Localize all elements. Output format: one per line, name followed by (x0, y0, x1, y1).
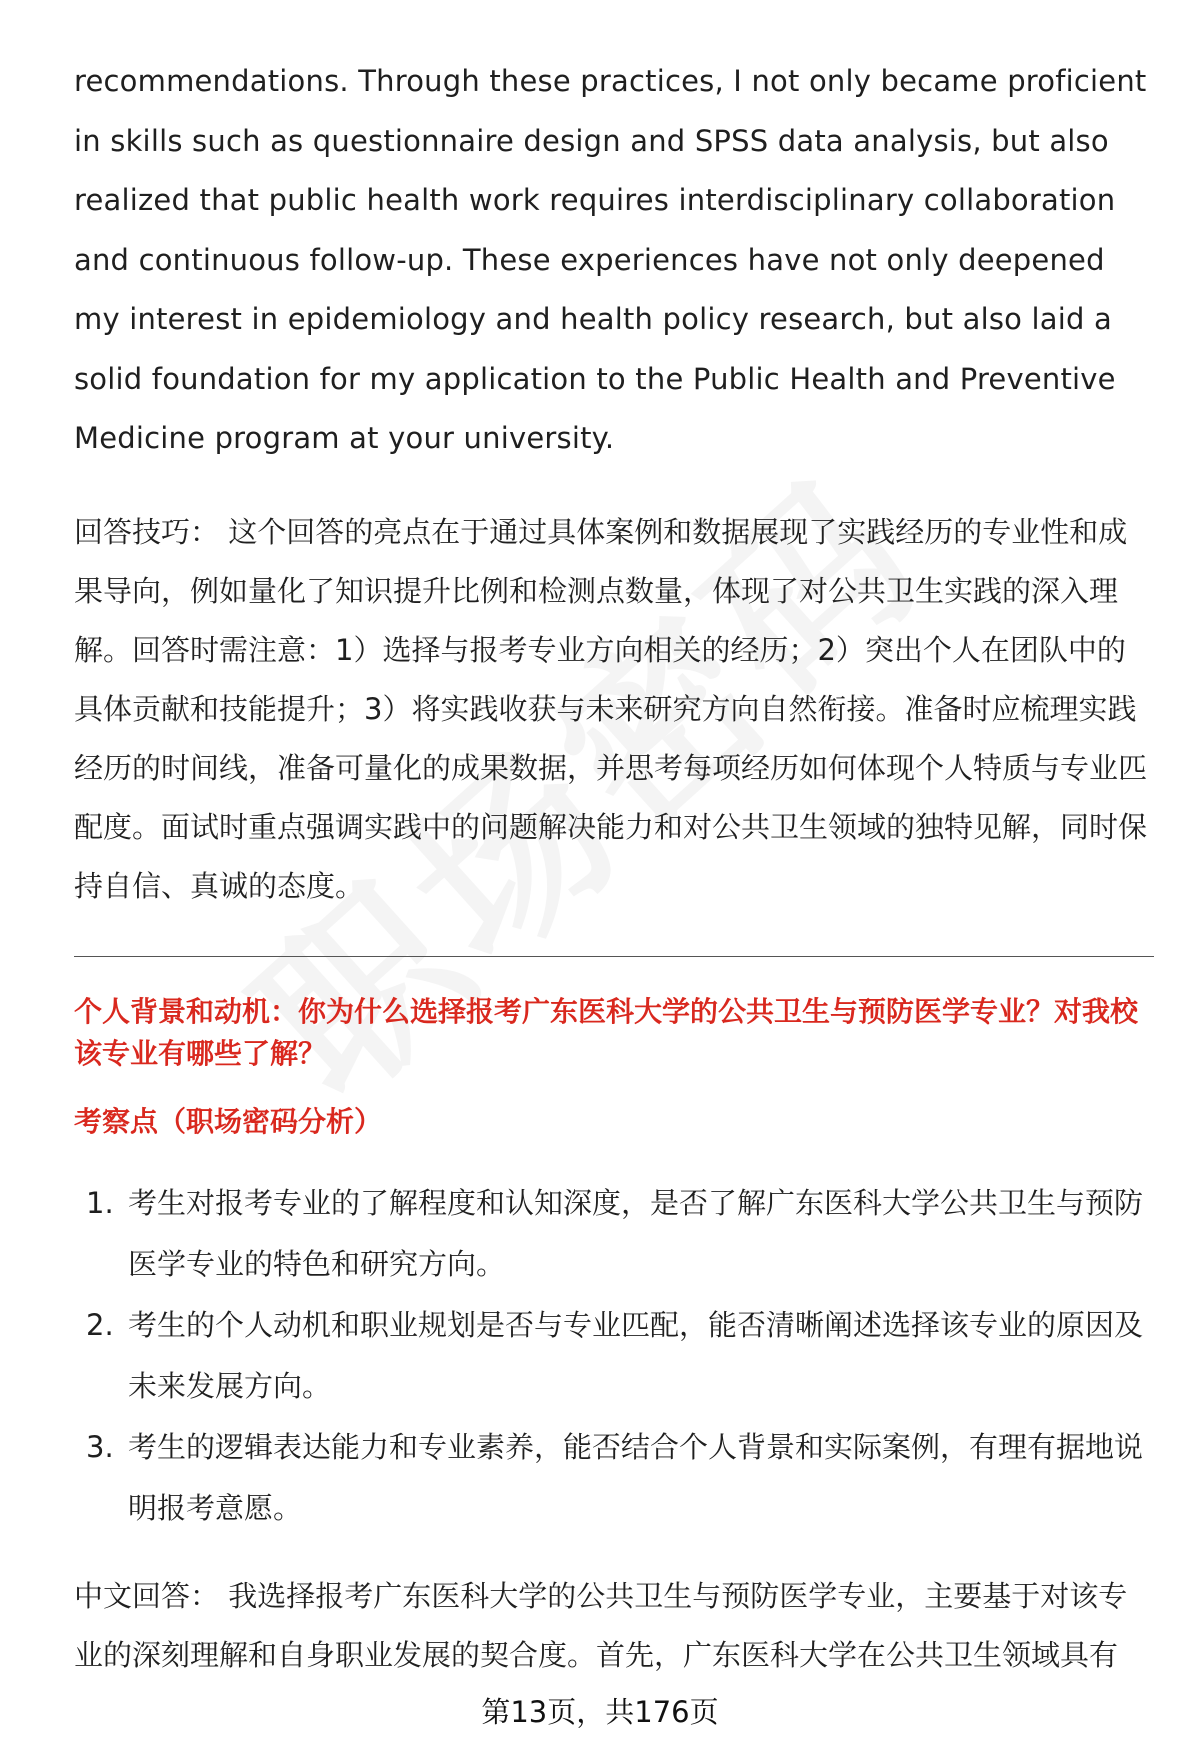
english-answer-paragraph: recommendations. Through these practices, I not only became proficient in skills such as questionnaire design and SPSS data analysis, but also realized that public health work requires interdisciplinary collaboration and continuous follow-up. These experiences have not only deepened my interest in epidemiology and health policy research, but also laid a solid foundation for my application to the Public Health and Preventive Medicine program at your university. (74, 64, 1147, 455)
exam-points-heading: 考察点（职场密码分析） (74, 1104, 383, 1138)
chinese-answer-text: 我选择报考广东医科大学的公共卫生与预防医学专业，主要基于对该专业的深刻理解和自身职业发展的契合度。首先，广东医科大学在公共卫生领域具有 (74, 1578, 1128, 1672)
page-number-footer: 第13页，共176页 (481, 1695, 719, 1729)
list-number: 1. (86, 1185, 114, 1220)
exam-point-item (74, 1417, 1154, 1539)
exam-point-item (74, 1295, 1154, 1417)
exam-points-list (74, 1173, 1154, 1539)
section-divider (74, 956, 1154, 957)
page-content (74, 52, 1154, 1685)
chinese-answer-paragraph (74, 1567, 1154, 1685)
question-heading: 个人背景和动机：你为什么选择报考广东医科大学的公共卫生与预防医学专业？对我校该专业有哪些了解？ (74, 994, 1139, 1070)
list-number: 3. (86, 1429, 114, 1464)
chinese-answer-label: 中文回答： (74, 1578, 220, 1613)
answer-tips-paragraph (74, 503, 1154, 916)
exam-point-text: 考生的逻辑表达能力和专业素养，能否结合个人背景和实际案例，有理有据地说明报考意愿。 (128, 1429, 1144, 1525)
exam-point-item (74, 1173, 1154, 1295)
tips-text: 这个回答的亮点在于通过具体案例和数据展现了实践经历的专业性和成果导向，例如量化了知识提升比例和检测点数量，体现了对公共卫生实践的深入理解。回答时需注意：1）选择与报考专业方向相关的经历；2）突出个人在团队中的具体贡献和技能提升；3）将实践收获与未来研究方向自然衔接。准备时应梳理实践经历的时间线，准备可量化的成果数据，并思考每项经历如何体现个人特质与专业匹配度。面试时重点强调实践中的问题解决能力和对公共卫生领域的独特见解，同时保持自信、真诚的态度。 (74, 514, 1148, 903)
tips-label: 回答技巧： (74, 514, 220, 549)
exam-point-text: 考生对报考专业的了解程度和认知深度，是否了解广东医科大学公共卫生与预防医学专业的特色和研究方向。 (128, 1185, 1144, 1281)
exam-point-text: 考生的个人动机和职业规划是否与专业匹配，能否清晰阐述选择该专业的原因及未来发展方向。 (128, 1307, 1144, 1403)
list-number: 2. (86, 1307, 114, 1342)
